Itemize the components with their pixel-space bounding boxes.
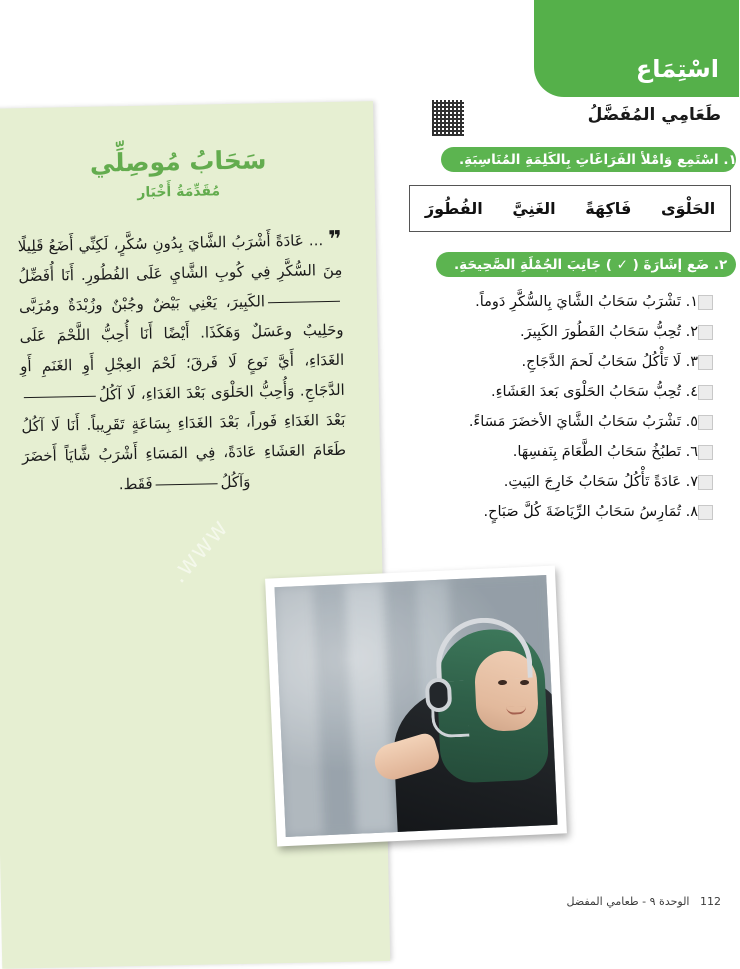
word-bank-item[interactable]: فَاكِهَةً	[586, 199, 633, 218]
header-tab-label: اسْتِمَاع	[636, 55, 720, 83]
statement-row	[385, 407, 740, 437]
fill-blank[interactable]	[25, 396, 97, 398]
statement-text: ١. تَشْرَبُ سَحَابُ الشَّايَ بِالسُّكَّرِ دَوماً.	[476, 294, 699, 310]
statement-row	[385, 317, 740, 347]
statement-row	[385, 347, 740, 377]
headphones-icon	[435, 616, 534, 682]
word-bank-item[interactable]: الغَنِيَّ	[513, 199, 557, 218]
statement-list	[385, 287, 740, 527]
header-band	[535, 0, 740, 97]
statement-checkbox[interactable]	[699, 325, 714, 340]
statement-checkbox[interactable]	[699, 355, 714, 370]
statement-checkbox[interactable]	[699, 475, 714, 490]
lesson-title: طَعَامِي المُفَضَّلُ	[588, 105, 722, 125]
word-bank-box	[410, 185, 732, 232]
statement-checkbox[interactable]	[699, 295, 714, 310]
statement-text: ٤. تُحِبُّ سَحَابُ الحَلْوَى بَعدَ العَشَاءِ.	[492, 384, 699, 400]
fill-blank[interactable]	[157, 483, 219, 485]
statement-text: ٨. تُمَارِسُ سَحَابُ الرِّيَاضَةَ كُلَّ صَبَاحٍ.	[484, 504, 699, 520]
story-title: سَحَابُ مُوصِلِّي	[90, 145, 268, 178]
quote-mark-icon: ❞	[328, 226, 343, 254]
story-body	[19, 225, 348, 501]
statement-checkbox[interactable]	[699, 445, 714, 460]
exercise-1-instruction: ١. اسْتَمِع وَامْلأ الفَرَاغَاتِ بِالكَلِمَةِ المُنَاسِبَةِ.	[442, 147, 737, 172]
statement-row	[385, 377, 740, 407]
statement-checkbox[interactable]	[699, 505, 714, 520]
statement-row	[385, 437, 740, 467]
statement-text: ٥. تَشْرَبُ سَحَابُ الشَّايَ الأخضَرَ مَسَاءً.	[469, 414, 699, 430]
qr-code-icon[interactable]	[433, 100, 465, 136]
statement-text: ٦. تَطبُخُ سَحَابُ الطَّعَامَ بِنَفسِهَا.	[513, 444, 699, 460]
statement-text: ٧. عَادَةً تَأْكُلُ سَحَابُ خَارِجَ البَيتِ.	[504, 474, 699, 490]
story-subtitle: مُقَدِّمَةُ أَخْبَار	[138, 183, 222, 201]
watermark: www.	[163, 511, 236, 589]
word-bank-item[interactable]: الفُطُورَ	[425, 199, 484, 218]
statement-checkbox[interactable]	[699, 385, 714, 400]
photo-frame	[266, 566, 568, 847]
story-segment: فَقَط.	[119, 474, 154, 494]
footer-text: الوحدة ٩ - طعامي المفضل	[567, 895, 691, 908]
statement-checkbox[interactable]	[699, 415, 714, 430]
page-footer	[568, 895, 723, 908]
statement-row	[385, 467, 740, 497]
fill-blank[interactable]	[269, 301, 341, 303]
exercise-2-instruction: ٢. ضَع إشَارَةَ ( ✓ ) جَانِبَ الجُمْلَةِ الصَّحِيحَةِ.	[437, 252, 737, 277]
woman-with-headphones-photo	[275, 575, 558, 837]
statement-row	[385, 287, 740, 317]
story-segment: ... عَادَةً أَشْرَبُ الشَّايَ بِدُونِ سُكَّرٍ، لَكِنِّي أَضَعُ قَلِيلًا مِنَ السُّكَّرِ فِي كُوبِ الشَّايِ عَلَى الفُطُورِ. أَنَا أُفَضِّلُ	[18, 231, 344, 286]
page-number: 112	[701, 895, 722, 908]
story-segment: بَعْدَ الغَدَاءِ فَوراً، بَعْدَ الغَدَاءِ بِسَاعَةٍ تَقَرِيباً. أَنَا لَا آكُلُ طَعَامَ العَشَاءِ عَادَةً، فِي المَسَاءِ أَشْرَبُ شَّايَاً أَخضَرَ وَآكُلُ	[22, 410, 348, 492]
statement-text: ٢. تُحِبُّ سَحَابُ الفَطُورَ الكَبِيرَ.	[520, 324, 699, 340]
statement-text: ٣. لَا تَأْكُلُ سَحَابُ لَحمَ الدَّجَاجِ.	[522, 354, 699, 370]
story-segment: الكَبِيرَ، يَعْنِي بَيْضٌ وجُبْنٌ وزُبْدَةٌ ومُرَبَّى وحَلِيبٌ وعَسَلٌ وَهَكَذَا. أَيْضًا أَنَا أُحِبُّ اللَّحْمَ عَلَى الغَدَاءِ، أَيَّ نَوعٍ لَا فَرقَ؛ لَحْمَ العِجْلِ أَوِ الغَنَمِ أَوِ الدَّجَاجِ. وَأُحِبُّ الحَلْوَى بَعْدَ الغَدَاءِ، لَا آكُلُ	[19, 292, 346, 404]
word-bank-item[interactable]: الحَلْوَى	[661, 199, 717, 218]
statement-row	[385, 497, 740, 527]
